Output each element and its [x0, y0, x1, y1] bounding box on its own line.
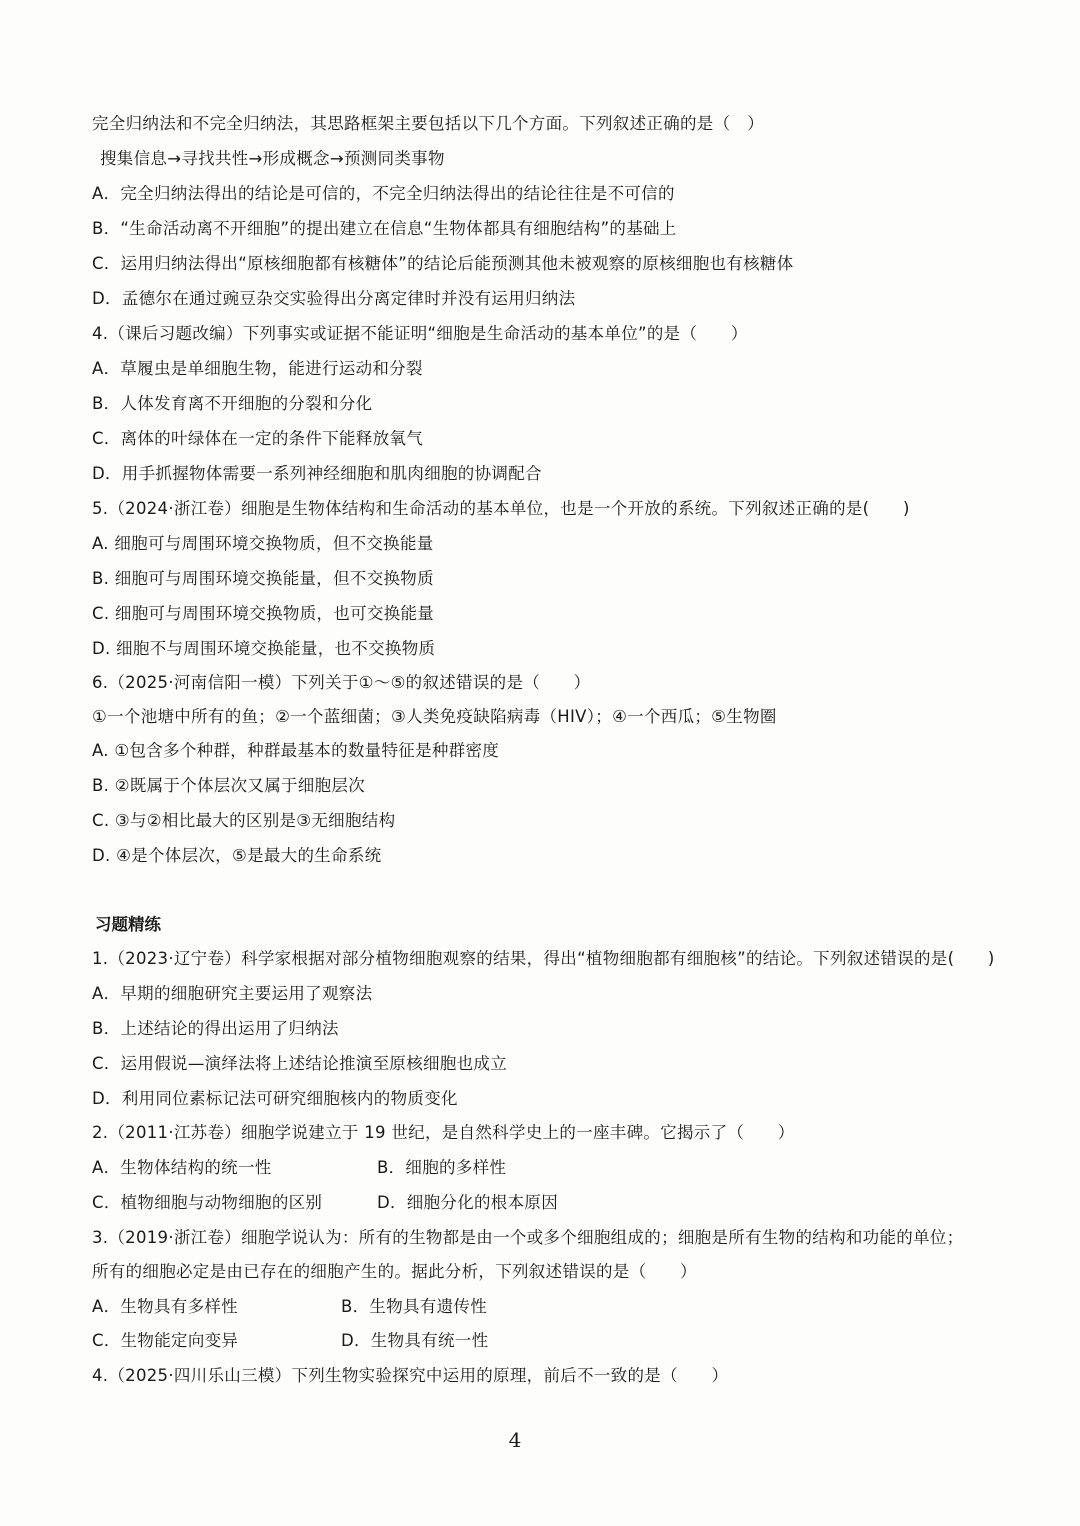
practice-3-stem-line2: 所有的细胞必定是由已存在的细胞产生的。据此分析，下列叙述错误的是（ ） [92, 1262, 697, 1281]
practice-1-stem: 1.（2023·辽宁卷）科学家根据对部分植物细胞观察的结果，得出“植物细胞都有细胞核”的结论。下列叙述错误的是( ) [92, 949, 995, 968]
question-4-option-a: A．草履虫是单细胞生物，能进行运动和分裂 [92, 359, 423, 378]
question-6-items: ①一个池塘中所有的鱼；②一个蓝细菌；③人类免疫缺陷病毒（HIV）；④一个西瓜；⑤生物圈 [92, 707, 777, 726]
practice-3-option-a: A．生物具有多样性 [92, 1297, 238, 1316]
practice-3-stem-line1: 3.（2019·浙江卷）细胞学说认为：所有的生物都是由一个或多个细胞组成的；细胞是所有生物的结构和功能的单位； [92, 1228, 964, 1247]
question-5-stem: 5.（2024·浙江卷）细胞是生物体结构和生命活动的基本单位，也是一个开放的系统。下列叙述正确的是( ) [92, 499, 910, 518]
practice-3-option-c: C．生物能定向变异 [92, 1331, 239, 1350]
question-6-stem: 6.（2025·河南信阳一模）下列关于①～⑤的叙述错误的是（ ） [92, 673, 591, 692]
page-number: 4 [508, 1428, 522, 1452]
question-5-option-c: C. 细胞可与周围环境交换物质，也可交换能量 [92, 604, 435, 623]
practice-2-option-c: C．植物细胞与动物细胞的区别 [92, 1193, 323, 1212]
practice-2-option-b: B．细胞的多样性 [377, 1158, 507, 1177]
practice-1-option-a: A．早期的细胞研究主要运用了观察法 [92, 984, 373, 1003]
question-3-option-b: B．“生命活动离不开细胞”的提出建立在信息“生物体都具有细胞结构”的基础上 [92, 219, 677, 238]
question-3-option-c: C．运用归纳法得出“原核细胞都有核糖体”的结论后能预测其他未被观察的原核细胞也有核糖体 [92, 254, 794, 273]
practice-1-option-b: B．上述结论的得出运用了归纳法 [92, 1019, 339, 1038]
practice-3-option-d: D．生物具有统一性 [341, 1331, 489, 1350]
question-6-option-a: A. ①包含多个种群，种群最基本的数量特征是种群密度 [92, 741, 500, 760]
practice-2-stem: 2.（2011·江苏卷）细胞学说建立于 19 世纪，是自然科学史上的一座丰碑。它揭示了（ ） [92, 1123, 795, 1142]
question-3-option-a: A．完全归纳法得出的结论是可信的，不完全归纳法得出的结论往往是不可信的 [92, 184, 675, 203]
question-4-option-b: B．人体发育离不开细胞的分裂和分化 [92, 394, 373, 413]
question-5-option-b: B. 细胞可与周围环境交换能量，但不交换物质 [92, 569, 434, 588]
practice-2-option-d: D．细胞分化的根本原因 [377, 1193, 559, 1212]
practice-1-option-c: C．运用假说—演绎法将上述结论推演至原核细胞也成立 [92, 1054, 508, 1073]
question-4-option-c: C．离体的叶绿体在一定的条件下能释放氧气 [92, 429, 424, 448]
practice-2-option-a: A．生物体结构的统一性 [92, 1158, 272, 1177]
practice-4-stem: 4.（2025·四川乐山三模）下列生物实验探究中运用的原理，前后不一致的是（ ） [92, 1366, 729, 1385]
question-4-stem: 4.（课后习题改编）下列事实或证据不能证明“细胞是生命活动的基本单位”的是（ ） [92, 324, 748, 343]
question-6-option-c: C. ③与②相比最大的区别是③无细胞结构 [92, 811, 396, 830]
question-6-option-b: B. ②既属于个体层次又属于细胞层次 [92, 776, 366, 795]
question-5-option-a: A. 细胞可与周围环境交换物质，但不交换能量 [92, 534, 434, 553]
question-3-stem: 完全归纳法和不完全归纳法，其思路框架主要包括以下几个方面。下列叙述正确的是（ ） [92, 114, 764, 133]
practice-1-option-d: D．利用同位素标记法可研究细胞核内的物质变化 [92, 1089, 458, 1108]
question-5-option-d: D. 细胞不与周围环境交换能量，也不交换物质 [92, 639, 436, 658]
question-4-option-d: D．用手抓握物体需要一系列神经细胞和肌肉细胞的协调配合 [92, 464, 542, 483]
induction-flow-text: 搜集信息→寻找共性→形成概念→预测同类事物 [100, 149, 445, 168]
question-3-option-d: D．孟德尔在通过豌豆杂交实验得出分离定律时并没有运用归纳法 [92, 289, 576, 308]
practice-3-option-b: B．生物具有遗传性 [341, 1297, 488, 1316]
question-6-option-d: D. ④是个体层次，⑤是最大的生命系统 [92, 846, 382, 865]
section-title: 习题精练 [95, 915, 161, 934]
